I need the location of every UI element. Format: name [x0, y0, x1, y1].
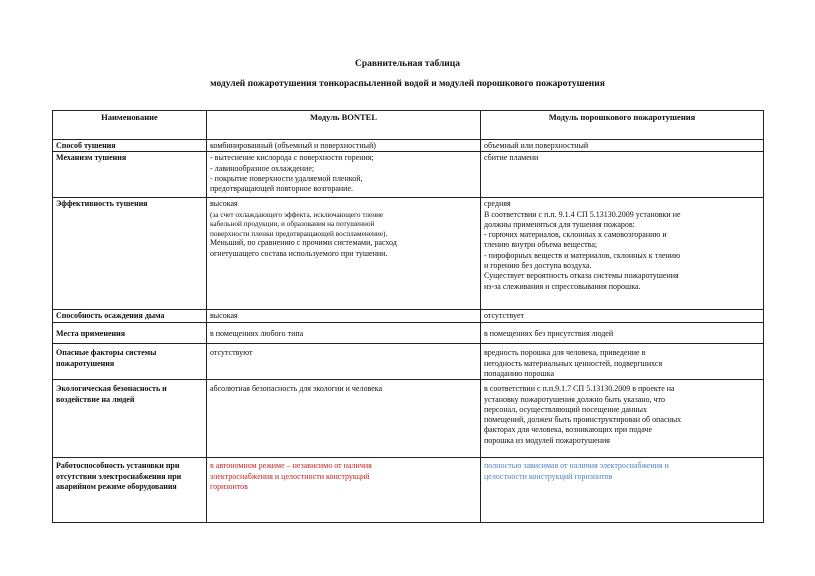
cell-line: сбитие пламени: [484, 153, 539, 163]
cell-line: предотвращающей повторное возгорание.: [210, 184, 354, 194]
table-row: [53, 152, 764, 198]
bontel-cell: [207, 458, 481, 523]
powder-cell: [481, 344, 764, 380]
cell-line: установку пожаротушения должно быть указано, что: [484, 394, 666, 404]
header-powder: Модуль порошкового пожаротушения: [481, 111, 764, 140]
cell-line: и горению без доступа воздуха.: [484, 261, 592, 271]
cell-line: в соответствии с п.п.9.1.7 СП 5.13130.2009 в проекте на: [484, 384, 675, 394]
table-row: [53, 344, 764, 380]
bontel-cell: [207, 140, 481, 152]
table-row: [53, 458, 764, 523]
cell-line: комбинированный (объемный и поверхностный): [210, 141, 376, 150]
row-name: Способ тушения: [53, 140, 207, 152]
powder-cell: [481, 198, 764, 310]
cell-line: - покрытие поверхности удаляемой пленкой,: [210, 173, 363, 183]
cell-line: в автономном режиме – независимо от наличия: [210, 461, 372, 471]
powder-cell: [481, 152, 764, 198]
table-row: [53, 323, 764, 344]
row-name: Опасные факторы системы пожаротушения: [53, 344, 207, 380]
cell-line: - горючих материалов, склонных к самовозгоранию и: [484, 230, 667, 240]
bontel-cell: [207, 323, 481, 344]
cell-line: из-за слеживания и спрессовывания порошка.: [484, 281, 641, 291]
cell-line: полностью зависимая от наличия электроснабжения и: [484, 461, 669, 471]
powder-cell: [481, 380, 764, 458]
cell-line: тлению внутри объема вещества;: [484, 240, 598, 250]
powder-cell: [481, 323, 764, 344]
cell-line: в помещениях без присутствия людей: [484, 328, 614, 338]
powder-cell: [481, 310, 764, 323]
header-bontel: Модуль BONTEL: [207, 111, 481, 140]
document-subtitle: модулей пожаротушения тонкораспыленной водой и модулей порошкового пожаротушения: [210, 79, 605, 89]
table-header-row: [53, 111, 764, 140]
header-name: Наименование: [53, 111, 207, 140]
cell-line: высокая: [210, 311, 238, 321]
cell-line: поверхности пленки предотвращающей воспламенение).: [210, 228, 388, 238]
cell-line: отсутствует: [484, 311, 525, 321]
cell-line: - вытеснение кислорода с поверхности горения;: [210, 153, 374, 163]
cell-line: факторах для человека, возникающих при подаче: [484, 425, 653, 435]
cell-line: кабельной продукции, и образования на потушенной: [210, 219, 375, 229]
cell-line: должны применяться для тушения пожаров:: [484, 219, 635, 229]
row-name: Работоспособность установки при отсутствии электроснабжения при аварийном режиме оборудования: [53, 458, 207, 523]
cell-line: - пирофорных веществ и материалов, склонных к тлению: [484, 250, 681, 260]
cell-line: в помещениях любого типа: [210, 328, 304, 338]
cell-line: негодность материальных ценностей, подвергшихся: [484, 358, 663, 368]
table-row: [53, 198, 764, 310]
cell-line: огнетушащего состава используемого при тушении.: [210, 248, 388, 258]
cell-line: целостности конструкций горизонтов: [484, 471, 613, 481]
cell-line: отсутствуют: [210, 348, 253, 358]
bontel-cell: [207, 198, 481, 310]
table-row: [53, 310, 764, 323]
cell-line: абсолютная безопасность для экологии и человека: [210, 384, 383, 394]
cell-line: объемный или поверхностный: [484, 141, 589, 150]
bontel-cell: [207, 152, 481, 198]
row-name: Способность осаждения дыма: [53, 310, 207, 323]
cell-line: порошка из модулей пожаротушения: [484, 435, 610, 445]
cell-line: средняя: [484, 199, 511, 209]
cell-line: электроснабжения и целостности конструкций: [210, 471, 370, 481]
cell-line: попаданию порошка: [484, 368, 555, 378]
cell-line: персонал, осуществляющий посещение данных: [484, 404, 647, 414]
row-name: Эффективность тушения: [53, 198, 207, 310]
bontel-cell: [207, 310, 481, 323]
cell-line: В соответствии с п.п. 9.1.4 СП 5.13130.2009 установки не: [484, 209, 681, 219]
cell-line: горизонтов: [210, 481, 248, 491]
table-row: [53, 140, 764, 152]
cell-line: высокая: [210, 199, 238, 209]
row-name: Экологическая безопасность и воздействие на людей: [53, 380, 207, 458]
cell-line: помещений, должен быть проинструктирован об опасных: [484, 415, 682, 425]
cell-line: (за счет охлаждающего эффекта, исключающего тление: [210, 209, 384, 219]
comparison-table: [52, 110, 764, 523]
cell-line: Существует вероятность отказа системы пожаротушения: [484, 271, 679, 281]
powder-cell: [481, 458, 764, 523]
cell-line: - лавинообразное охлаждение;: [210, 163, 315, 173]
powder-cell: [481, 140, 764, 152]
bontel-cell: [207, 380, 481, 458]
cell-line: Меньший, по сравнению с прочими системами, расход: [210, 238, 397, 248]
cell-line: вредность порошка для человека, приведение в: [484, 348, 646, 358]
bontel-cell: [207, 344, 481, 380]
document-title: Сравнительная таблица: [354, 59, 461, 69]
row-name: Механизм тушения: [53, 152, 207, 198]
table-row: [53, 380, 764, 458]
row-name: Места применения: [53, 323, 207, 344]
